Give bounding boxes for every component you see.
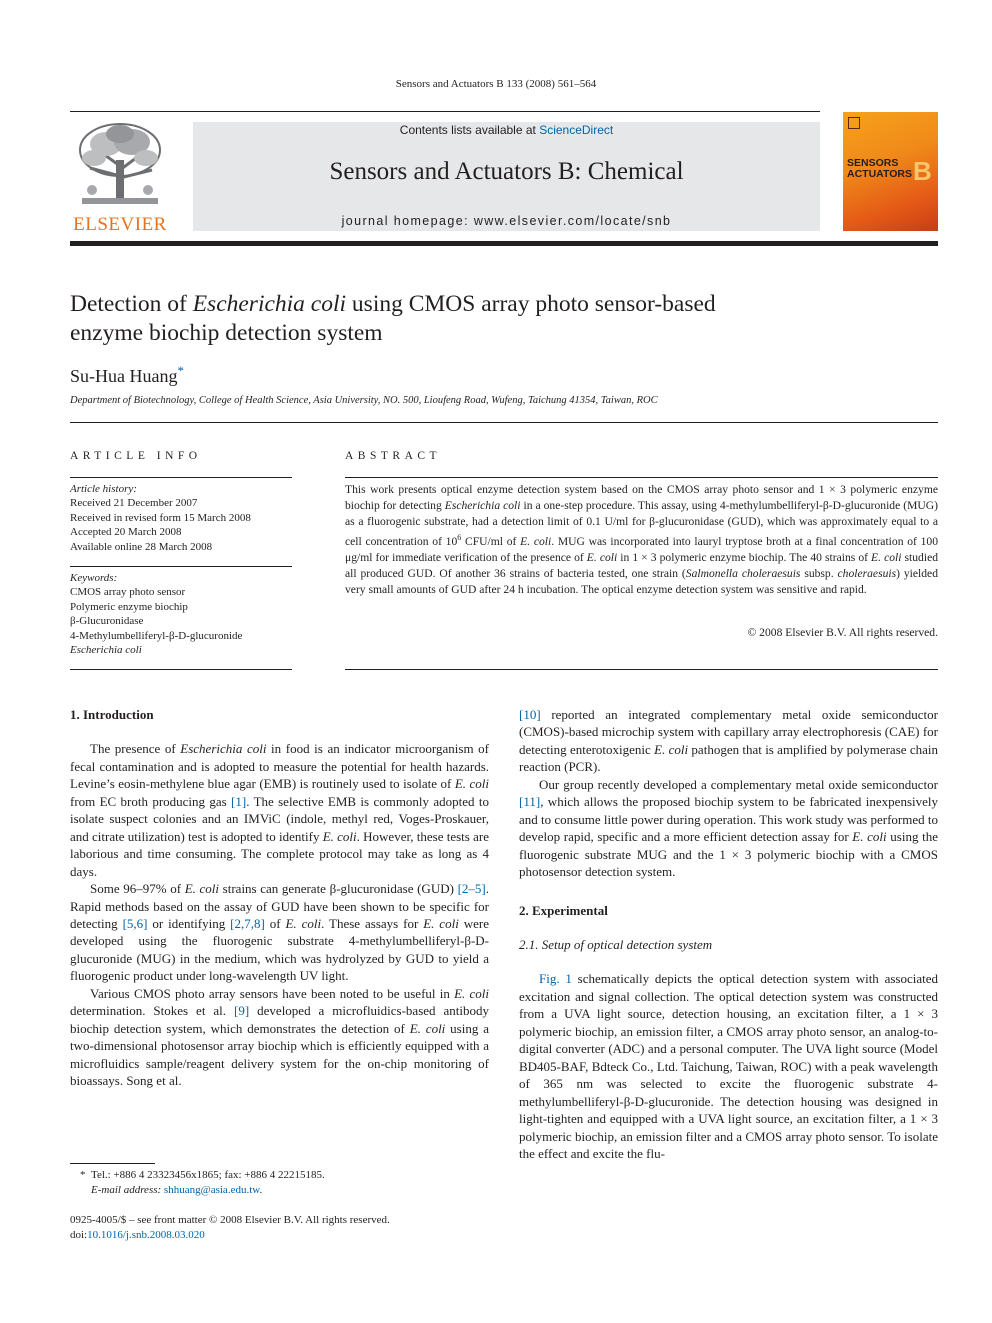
paragraph: Some 96–97% of E. coli strains can generate β-glucuronidase (GUD) [2–5]. Rapid methods based on the assay of GUD have been shown to be specific for detecting [5,6] or identifying [2,7,8] of E. coli. These assays for E. coli were developed using the fluorogenic substrate 4-methylumbelliferyl-β-D-glucuronide (MUG) in the medium, which was hydrolyzed by GUD to yield a fluorogenic product under long-wavelength UV light. [70,881,489,984]
section-1-heading: 1. Introduction [70,707,154,722]
affiliation: Department of Biotechnology, College of Health Science, Asia University, NO. 500, Lioufeng Road, Wufeng, Taichung 41354, Taiwan, ROC [70,395,658,406]
figure-link[interactable]: Fig. 1 [539,971,572,987]
reference-link[interactable]: [5,6] [122,915,148,931]
paragraph: The presence of Escherichia coli in food is an indicator microorganism of fecal contamination and is adopted to measure the potential for health hazards. Levine’s eosin-methylene blue agar (EMB) is routinely used to isolate of E. coli from EC broth producing gas [1]. The selective EMB is commonly adopted to isolate suspect colonies and an IMViC (indole, methyl red, Voges-Proskauer, and citrate utilization) test is adopted to identify E. coli. However, these tests are laborious and time consuming. The complete protocol may take as long as 4 days. [70,741,489,879]
author-line [70,363,184,387]
author-footnote [70,1168,500,1198]
cover-letter: B [913,156,932,186]
footnote-contact: * Tel.: +886 4 23323456x1865; fax: +886 4 22215185. [80,1169,325,1181]
paragraph: Various CMOS photo array sensors have been noted to be useful in E. coli determination. Stokes et al. [9] developed a microfluidics-based antibody biochip detection system, which demonstrates the detection of E. coli using a two-dimensional photosensor array biochip which is efficiently equipped with a microfluidics sample/reagent delivery system for the on-chip monitoring of bioassays. Song et al. [70,985,489,1089]
subsection-2-1-heading: 2.1. Setup of optical detection system [519,936,713,952]
reference-link[interactable]: [2–5] [457,881,486,897]
elsevier-tree-logo[interactable] [68,120,172,235]
info-bottom-rule [70,669,292,670]
contents-prefix: Contents lists available at [399,123,540,137]
history-label: Article history: [70,483,137,495]
title-text-1: Detection of [70,291,193,317]
cover-title [847,158,912,180]
abstract-bottom-rule [345,669,938,670]
history-item: Received 21 December 2007 [70,497,198,510]
doi-link[interactable]: 10.1016/j.snb.2008.03.020 [87,1229,205,1241]
title-rule [70,422,938,423]
article-info-heading: ARTICLE INFO [70,450,202,462]
cover-title-line-2: ACTUATORS [847,168,912,180]
header-thick-rule [70,241,938,246]
paragraph: [10] reported an integrated complementary metal oxide semiconductor (CMOS)-based microchip system with capillary array electrophoresis (CAE) for detecting enterotoxigenic E. coli pathogen that is amplified by polymerase chain reaction (PCR). [519,707,938,775]
article-info-rule [70,477,292,478]
journal-banner [193,122,820,231]
tree-icon [68,120,172,212]
abstract-rule [345,477,938,478]
keyword-item: Polymeric enzyme biochip [70,600,188,613]
paragraph: Our group recently developed a complementary metal oxide semiconductor [11], which allows the proposed biochip system to be fabricated inexpensively and to consume little power during operation. This work study was performed to develop rapid, specific and a more efficient detection assay for E. coli using the fluorogenic substrate MUG and the 1 × 3 polymeric biochip with a CMOS photosensor detection system. [519,776,938,880]
reference-link[interactable]: [9] [234,1003,250,1019]
sciencedirect-link[interactable]: ScienceDirect [539,123,614,137]
abstract-heading: ABSTRACT [345,450,442,462]
body-right-column [519,706,938,1162]
reference-link[interactable]: [10] [519,707,541,722]
journal-citation: Sensors and Actuators B 133 (2008) 561–564 [395,78,597,90]
cover-title-line-1: SENSORS [847,157,899,169]
elsevier-wordmark: ELSEVIER [73,214,167,235]
journal-name: Sensors and Actuators B: Chemical [329,158,684,185]
author-footnote-mark[interactable]: * [177,363,184,378]
reference-link[interactable]: [1] [231,793,247,809]
journal-cover[interactable] [843,112,938,231]
footnote-rule [70,1163,155,1164]
title-italic: Escherichia coli [192,291,347,317]
reference-link[interactable]: [11] [519,794,541,810]
copyright-notice: © 2008 Elsevier B.V. All rights reserved. [747,626,938,639]
header-rule [70,111,820,112]
cover-logo-icon [848,117,860,129]
keywords-rule [70,566,292,567]
reference-link[interactable]: [2,7,8] [230,915,265,931]
contents-line [193,123,820,137]
keyword-item: 4-Methylumbelliferyl-β-D-glucuronide [70,629,243,642]
history-item: Available online 28 March 2008 [70,540,213,553]
paragraph: Fig. 1 schematically depicts the optical detection system with associated excitation and signal collection. The optical detection system was constructed from a UVA light source, detection housing, an excitation filter, a 1 × 3 polymeric biochip, an emission filter, a CMOS array photo sensor, an analog-to-digital converter (ADC) and a personal computer. The UVA light source (Model BD405-BAF, Bdteck Co., Ltd. Taichung, Taiwan, ROC) with a peak wavelength of 365 nm was selected to excite the fluorogenic substrate 4-methylumbelliferyl-β-D-glucuronide. The detection housing was designed in light-tighten and equipped with a UVA light source, an excitation filter, a 1 × 3 polymeric biochip, an emission filter and a CMOS array photo sensor. To isolate the effect and excite the flu- [519,971,939,1161]
abstract-text: This work presents optical enzyme detection system based on the CMOS array photo sensor and 1 × 3 polymeric enzyme biochip for detecting Escherichia coli in a one-step procedure. This assay, using 4-methylumbelliferyl-β-D-glucuronide (MUG) as a fluorogenic substrate, had a detection limit of 0.1 U/ml for β-glucuronidase (GUD), which was approximately equal to a cell concentration of $10^6$ CFU/ml of E. coli. MUG was incorporated into lauryl tryptose broth at a final concentration of 100 μg/ml for immediate verification of the presence of E. coli in 1 × 3 polymeric enzyme biochip. The 40 strains of E. coli studied all produced GUD. Of another 36 strains of bacteria tested, one strain (Salmonella choleraesuis subsp. choleraesuis) yielded very small amounts of GUD after 24 h incubation. The optical enzyme detection system was sensitive and rapid. [345,483,939,596]
history-item: Received in revised form 15 March 2008 [70,511,251,524]
author-name: Su-Hua Huang [70,366,178,386]
article-title [70,290,770,348]
body-left-column [70,706,489,1090]
issn-line: 0925-4005/$ – see front matter © 2008 Elsevier B.V. All rights reserved. [70,1214,390,1226]
title-text-2: using CMOS array photo sensor-based enzyme biochip detection system [70,291,716,346]
journal-homepage[interactable]: journal homepage: www.elsevier.com/locate/snb [341,214,672,228]
keyword-item: β-Glucuronidase [70,615,144,628]
history-item: Accepted 20 March 2008 [70,526,182,539]
keywords [70,571,292,657]
section-2-heading: 2. Experimental [519,902,608,918]
footnote-email: E-mail address: shhuang@asia.edu.tw. [91,1184,263,1196]
keyword-item: Escherichia coli [70,644,142,657]
keyword-item: CMOS array photo sensor [70,586,186,599]
keywords-label: Keywords: [70,572,118,584]
article-history [70,482,292,554]
doi-line: doi:10.1016/j.snb.2008.03.020 [70,1229,205,1241]
email-link[interactable]: shhuang@asia.edu.tw [163,1184,260,1196]
